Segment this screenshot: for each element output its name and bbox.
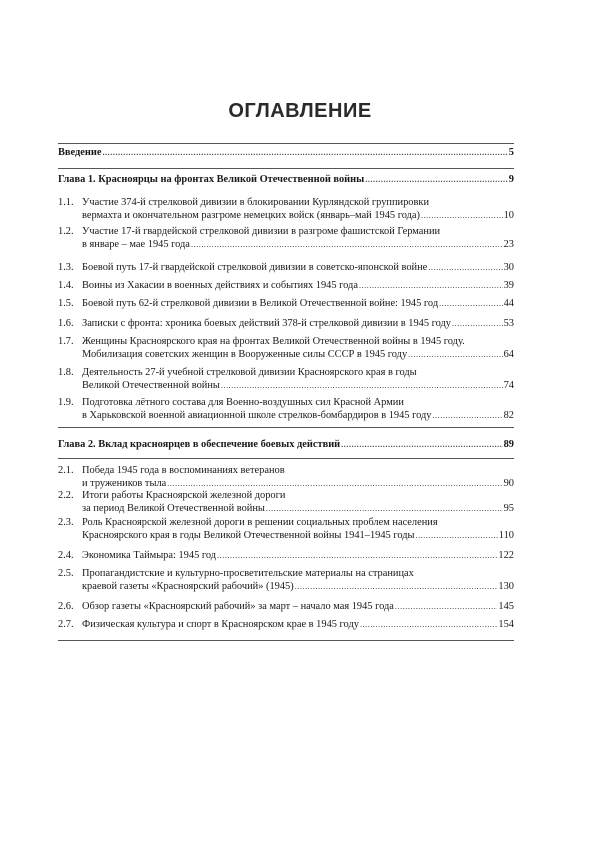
toc-entry-title: за период Великой Отечественной войны [82, 503, 265, 514]
toc-entry-number: 1.8. [58, 367, 74, 378]
toc-page-number: 154 [498, 619, 514, 630]
toc-page-number: 64 [503, 349, 514, 360]
toc-entry-number: 1.5. [58, 298, 74, 309]
toc-entry[interactable] [58, 279, 514, 292]
toc-page-number: 44 [503, 298, 514, 309]
toc-entry-title: Великой Отечественной войны [82, 380, 220, 391]
page-title: ОГЛАВЛЕНИЕ [228, 100, 372, 122]
toc-divider [58, 427, 514, 428]
toc-page-number: 10 [503, 210, 514, 221]
toc-entry[interactable] [58, 261, 514, 274]
toc-entry-title: Физическая культура и спорт в Красноярском крае в 1945 году [82, 619, 359, 630]
dot-leader [217, 549, 497, 562]
toc-entry-title: и тружеников тыла [82, 478, 167, 489]
toc-entry-number: 2.4. [58, 550, 74, 561]
toc-page-number: 90 [503, 478, 514, 489]
toc-entry-title: Боевой путь 62-й стрелковой дивизии в Великой Отечественной войне: 1945 год [82, 298, 439, 309]
toc-entry-title: Деятельность 27-й учебной стрелковой дивизии Красноярского края в годы [82, 367, 417, 378]
toc-entry-number: 1.1. [58, 197, 74, 208]
toc-entry[interactable] [58, 196, 514, 222]
toc-entry-title: Участие 17-й гвардейской стрелковой дивизии в разгроме фашистской Германии [82, 226, 441, 237]
dot-leader [102, 146, 507, 159]
toc-entry[interactable] [58, 297, 514, 310]
toc-chapter[interactable] [58, 438, 514, 451]
toc-entry[interactable] [58, 489, 514, 515]
toc-entry-title: Итоги работы Красноярской железной дороги [82, 490, 286, 501]
toc-entry[interactable] [58, 335, 514, 361]
toc-entry[interactable] [58, 567, 514, 593]
toc-page-number: 95 [503, 503, 514, 514]
toc-entry[interactable] [58, 464, 514, 490]
dot-leader [221, 379, 503, 392]
toc-entry-number: 2.5. [58, 568, 74, 579]
toc-page-number: 9 [508, 174, 514, 185]
dot-leader [395, 600, 498, 613]
toc-entry-number: 2.2. [58, 490, 74, 501]
toc-entry-title: Воины из Хакасии в военных действиях и событиях 1945 года [82, 280, 358, 291]
toc-divider [58, 168, 514, 169]
toc-divider [58, 640, 514, 641]
toc-entry-title: Подготовка лётного состава для Военно-воздушных сил Красной Армии [82, 397, 404, 408]
toc-entry-title: Пропагандистские и культурно-просветительские материалы на страницах [82, 568, 414, 579]
toc-page-number: 122 [498, 550, 514, 561]
toc-entry-number: 2.1. [58, 465, 74, 476]
toc-entry-title: Обзор газеты «Красноярский рабочий» за март – начало мая 1945 года [82, 601, 394, 612]
toc-entry-title: Победа 1945 года в воспоминаниях ветеранов [82, 465, 285, 476]
toc-page-number: 5 [508, 147, 514, 158]
dot-leader [359, 279, 503, 292]
dot-leader [360, 618, 497, 631]
dot-leader [416, 529, 498, 542]
toc-entry-title: Глава 2. Вклад красноярцев в обеспечение боевых действий [58, 439, 341, 450]
toc-entry-title: вермахта и окончательном разгроме немецких войск (январь–май 1945 года) [82, 210, 420, 221]
toc-entry-title: Боевой путь 17-й гвардейской стрелковой дивизии в советско-японской войне [82, 262, 428, 273]
toc-entry-title: Записки с фронта: хроника боевых действий 378-й стрелковой дивизии в 1945 году [82, 318, 452, 329]
toc-entry-number: 1.4. [58, 280, 74, 291]
toc-page-number: 110 [498, 530, 514, 541]
dot-leader [295, 580, 498, 593]
toc-entry[interactable] [58, 549, 514, 562]
toc-page-number: 23 [503, 239, 514, 250]
toc-entry-number: 1.9. [58, 397, 74, 408]
toc-entry-number: 1.7. [58, 336, 74, 347]
toc-entry-title: Участие 374-й стрелковой дивизии в блокировании Курляндской группировки [82, 197, 430, 208]
toc-chapter[interactable] [58, 173, 514, 186]
toc-entry[interactable] [58, 600, 514, 613]
toc-entry-number: 1.6. [58, 318, 74, 329]
toc-page-number: 130 [498, 581, 514, 592]
toc-page-number: 39 [503, 280, 514, 291]
toc-entry-title: в январе – мае 1945 года [82, 239, 190, 250]
dot-leader [341, 438, 502, 451]
toc-entry[interactable] [58, 225, 514, 251]
toc-entry-number: 2.7. [58, 619, 74, 630]
toc-entry-title: в Харьковской военной авиационной школе стрелков-бомбардиров в 1945 году [82, 410, 432, 421]
dot-leader [191, 238, 503, 251]
toc-entry-title: Введение [58, 147, 102, 158]
toc-entry-title: Экономика Таймыра: 1945 год [82, 550, 217, 561]
toc-page-number: 82 [503, 410, 514, 421]
toc-entry[interactable] [58, 618, 514, 631]
toc-page-number: 74 [503, 380, 514, 391]
toc-page-number: 30 [503, 262, 514, 273]
toc-entry[interactable] [58, 396, 514, 422]
toc-entry[interactable] [58, 516, 514, 542]
toc-entry-title: Женщины Красноярского края на фронтах Великой Отечественной войны в 1945 году. [82, 336, 465, 347]
toc-page-number: 89 [503, 439, 514, 450]
toc-entry[interactable] [58, 317, 514, 330]
dot-leader [365, 173, 508, 186]
toc-entry-title: Роль Красноярской железной дороги в решении социальных проблем населения [82, 517, 438, 528]
toc-entry-title: Глава 1. Красноярцы на фронтах Великой Отечественной войны [58, 174, 365, 185]
dot-leader [266, 502, 503, 515]
dot-leader [452, 317, 503, 330]
toc-entry-title: Мобилизация советских женщин в Вооруженные силы СССР в 1945 году [82, 349, 408, 360]
dot-leader [421, 209, 503, 222]
dot-leader [428, 261, 502, 274]
toc-page-number: 53 [503, 318, 514, 329]
toc-entry-number: 2.6. [58, 601, 74, 612]
toc-divider [58, 143, 514, 144]
dot-leader [408, 348, 502, 361]
dot-leader [432, 409, 502, 422]
toc-chapter[interactable] [58, 146, 514, 159]
toc-page-number: 145 [498, 601, 514, 612]
toc-entry-title: Красноярского края в годы Великой Отечественной войны 1941–1945 годы [82, 530, 415, 541]
toc-entry-number: 1.2. [58, 226, 74, 237]
toc-entry-title: краевой газеты «Красноярский рабочий» (1945) [82, 581, 294, 592]
toc-entry-number: 1.3. [58, 262, 74, 273]
toc-entry[interactable] [58, 366, 514, 392]
toc-entry-number: 2.3. [58, 517, 74, 528]
toc-divider [58, 458, 514, 459]
dot-leader [439, 297, 503, 310]
